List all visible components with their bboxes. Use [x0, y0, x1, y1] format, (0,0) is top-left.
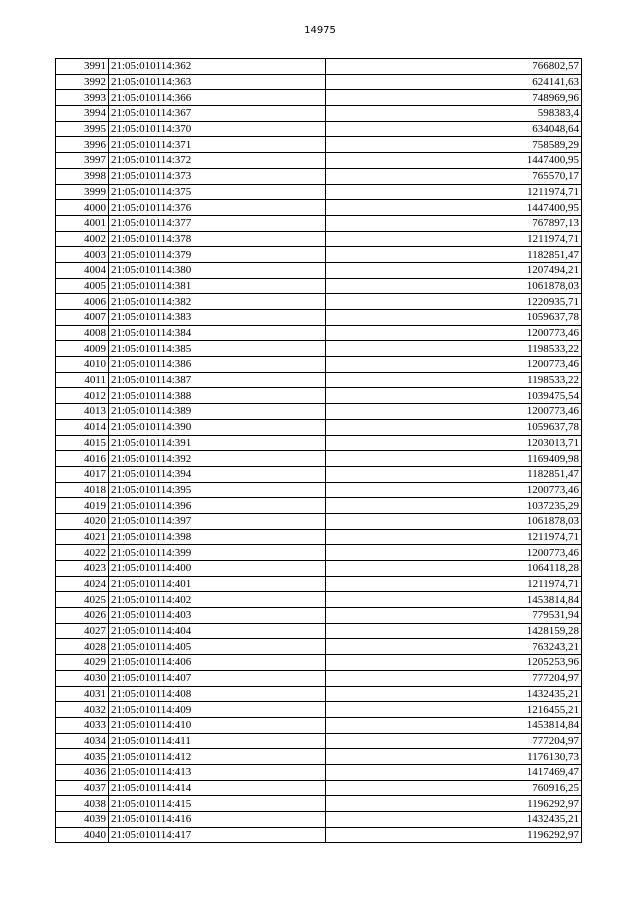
- cadastral-value-cell: 1211974,71: [326, 529, 582, 545]
- table-row: [56, 341, 582, 357]
- cadastral-value-cell: 634048,64: [326, 121, 582, 137]
- table-row: [56, 278, 582, 294]
- cadastral-value-cell: 1182851,47: [326, 466, 582, 482]
- cadastral-number-cell: 21:05:010114:381: [109, 278, 326, 294]
- cadastral-value-cell: 1203013,71: [326, 435, 582, 451]
- table-row: [56, 419, 582, 435]
- table-row: [56, 482, 582, 498]
- row-number-cell: 4020: [56, 513, 109, 529]
- table-row: [56, 670, 582, 686]
- row-number-cell: 4010: [56, 357, 109, 373]
- row-number-cell: 4011: [56, 372, 109, 388]
- cadastral-value-cell: 1200773,46: [326, 357, 582, 373]
- page-number: 14975: [304, 25, 336, 36]
- cadastral-number-cell: 21:05:010114:411: [109, 733, 326, 749]
- cadastral-value-cell: 763243,21: [326, 639, 582, 655]
- cadastral-value-cell: 1182851,47: [326, 247, 582, 263]
- table-row: [56, 827, 582, 843]
- table-row: [56, 153, 582, 169]
- cadastral-value-cell: 1220935,71: [326, 294, 582, 310]
- cadastral-value-cell: 1447400,95: [326, 200, 582, 216]
- row-number-cell: 4001: [56, 215, 109, 231]
- cadastral-number-cell: 21:05:010114:382: [109, 294, 326, 310]
- table-row: [56, 545, 582, 561]
- table-row: [56, 231, 582, 247]
- table-row: [56, 498, 582, 514]
- row-number-cell: 3998: [56, 168, 109, 184]
- cadastral-number-cell: 21:05:010114:371: [109, 137, 326, 153]
- table-row: [56, 655, 582, 671]
- cadastral-value-cell: 1453814,84: [326, 717, 582, 733]
- cadastral-number-cell: 21:05:010114:363: [109, 74, 326, 90]
- cadastral-value-cell: 1200773,46: [326, 545, 582, 561]
- cadastral-value-cell: 765570,17: [326, 168, 582, 184]
- cadastral-value-cell: 1447400,95: [326, 153, 582, 169]
- cadastral-value-cell: 598383,4: [326, 106, 582, 122]
- cadastral-value-cell: 1061878,03: [326, 278, 582, 294]
- row-number-cell: 4007: [56, 310, 109, 326]
- cadastral-number-cell: 21:05:010114:367: [109, 106, 326, 122]
- row-number-cell: 3994: [56, 106, 109, 122]
- row-number-cell: 4032: [56, 702, 109, 718]
- cadastral-value-cell: 1169409,98: [326, 451, 582, 467]
- row-number-cell: 3993: [56, 90, 109, 106]
- row-number-cell: 4000: [56, 200, 109, 216]
- row-number-cell: 4039: [56, 812, 109, 828]
- cadastral-value-cell: 748969,96: [326, 90, 582, 106]
- row-number-cell: 4021: [56, 529, 109, 545]
- table-row: [56, 576, 582, 592]
- table-row: [56, 215, 582, 231]
- cadastral-number-cell: 21:05:010114:406: [109, 655, 326, 671]
- table-row: [56, 90, 582, 106]
- table-row: [56, 717, 582, 733]
- row-number-cell: 4040: [56, 827, 109, 843]
- table-row: [56, 702, 582, 718]
- cadastral-value-table: [55, 58, 582, 843]
- cadastral-number-cell: 21:05:010114:397: [109, 513, 326, 529]
- row-number-cell: 4003: [56, 247, 109, 263]
- cadastral-number-cell: 21:05:010114:414: [109, 780, 326, 796]
- row-number-cell: 4028: [56, 639, 109, 655]
- cadastral-value-cell: 760916,25: [326, 780, 582, 796]
- cadastral-value-cell: 1198533,22: [326, 372, 582, 388]
- cadastral-value-cell: 1061878,03: [326, 513, 582, 529]
- cadastral-number-cell: 21:05:010114:390: [109, 419, 326, 435]
- cadastral-value-cell: 1059637,78: [326, 419, 582, 435]
- row-number-cell: 4027: [56, 623, 109, 639]
- table-row: [56, 310, 582, 326]
- row-number-cell: 4002: [56, 231, 109, 247]
- table-row: [56, 749, 582, 765]
- cadastral-value-cell: 1198533,22: [326, 341, 582, 357]
- row-number-cell: 4022: [56, 545, 109, 561]
- cadastral-number-cell: 21:05:010114:387: [109, 372, 326, 388]
- cadastral-number-cell: 21:05:010114:372: [109, 153, 326, 169]
- cadastral-number-cell: 21:05:010114:399: [109, 545, 326, 561]
- cadastral-value-cell: 767897,13: [326, 215, 582, 231]
- row-number-cell: 3997: [56, 153, 109, 169]
- table-row: [56, 388, 582, 404]
- row-number-cell: 3996: [56, 137, 109, 153]
- row-number-cell: 4034: [56, 733, 109, 749]
- row-number-cell: 4031: [56, 686, 109, 702]
- row-number-cell: 4037: [56, 780, 109, 796]
- table-row: [56, 513, 582, 529]
- table-row: [56, 529, 582, 545]
- cadastral-value-cell: 1211974,71: [326, 184, 582, 200]
- cadastral-value-cell: 777204,97: [326, 733, 582, 749]
- cadastral-number-cell: 21:05:010114:412: [109, 749, 326, 765]
- cadastral-number-cell: 21:05:010114:385: [109, 341, 326, 357]
- table-row: [56, 435, 582, 451]
- row-number-cell: 3995: [56, 121, 109, 137]
- table-row: [56, 639, 582, 655]
- row-number-cell: 4033: [56, 717, 109, 733]
- row-number-cell: 4030: [56, 670, 109, 686]
- table-row: [56, 184, 582, 200]
- table-row: [56, 372, 582, 388]
- table-row: [56, 121, 582, 137]
- cadastral-number-cell: 21:05:010114:394: [109, 466, 326, 482]
- row-number-cell: 3992: [56, 74, 109, 90]
- cadastral-value-cell: 766802,57: [326, 59, 582, 75]
- cadastral-value-cell: 1216455,21: [326, 702, 582, 718]
- cadastral-number-cell: 21:05:010114:392: [109, 451, 326, 467]
- cadastral-number-cell: 21:05:010114:410: [109, 717, 326, 733]
- cadastral-value-cell: 1428159,28: [326, 623, 582, 639]
- cadastral-number-cell: 21:05:010114:389: [109, 404, 326, 420]
- cadastral-value-cell: 1037235,29: [326, 498, 582, 514]
- cadastral-number-cell: 21:05:010114:373: [109, 168, 326, 184]
- cadastral-number-cell: 21:05:010114:398: [109, 529, 326, 545]
- table-row: [56, 796, 582, 812]
- cadastral-number-cell: 21:05:010114:377: [109, 215, 326, 231]
- cadastral-number-cell: 21:05:010114:417: [109, 827, 326, 843]
- cadastral-value-cell: 1064118,28: [326, 561, 582, 577]
- cadastral-number-cell: 21:05:010114:379: [109, 247, 326, 263]
- cadastral-value-cell: 1200773,46: [326, 404, 582, 420]
- cadastral-number-cell: 21:05:010114:403: [109, 608, 326, 624]
- row-number-cell: 4019: [56, 498, 109, 514]
- row-number-cell: 4036: [56, 764, 109, 780]
- cadastral-number-cell: 21:05:010114:407: [109, 670, 326, 686]
- row-number-cell: 4026: [56, 608, 109, 624]
- row-number-cell: 4029: [56, 655, 109, 671]
- row-number-cell: 3999: [56, 184, 109, 200]
- table-row: [56, 686, 582, 702]
- table-row: [56, 200, 582, 216]
- cadastral-number-cell: 21:05:010114:405: [109, 639, 326, 655]
- cadastral-number-cell: 21:05:010114:375: [109, 184, 326, 200]
- cadastral-value-cell: 1176130,73: [326, 749, 582, 765]
- table-row: [56, 294, 582, 310]
- table-row: [56, 466, 582, 482]
- cadastral-value-cell: 1059637,78: [326, 310, 582, 326]
- cadastral-value-cell: 1417469,47: [326, 764, 582, 780]
- cadastral-number-cell: 21:05:010114:366: [109, 90, 326, 106]
- cadastral-number-cell: 21:05:010114:404: [109, 623, 326, 639]
- table-row: [56, 357, 582, 373]
- table-row: [56, 106, 582, 122]
- cadastral-value-cell: 779531,94: [326, 608, 582, 624]
- cadastral-number-cell: 21:05:010114:402: [109, 592, 326, 608]
- cadastral-value-cell: 1039475,54: [326, 388, 582, 404]
- cadastral-number-cell: 21:05:010114:386: [109, 357, 326, 373]
- cadastral-value-cell: 1211974,71: [326, 231, 582, 247]
- cadastral-number-cell: 21:05:010114:415: [109, 796, 326, 812]
- table-row: [56, 780, 582, 796]
- table-row: [56, 561, 582, 577]
- table-row: [56, 404, 582, 420]
- row-number-cell: 4035: [56, 749, 109, 765]
- cadastral-number-cell: 21:05:010114:409: [109, 702, 326, 718]
- cadastral-value-cell: 1432435,21: [326, 812, 582, 828]
- cadastral-number-cell: 21:05:010114:416: [109, 812, 326, 828]
- cadastral-number-cell: 21:05:010114:383: [109, 310, 326, 326]
- cadastral-number-cell: 21:05:010114:408: [109, 686, 326, 702]
- cadastral-number-cell: 21:05:010114:391: [109, 435, 326, 451]
- table-row: [56, 325, 582, 341]
- table-row: [56, 168, 582, 184]
- row-number-cell: 4006: [56, 294, 109, 310]
- row-number-cell: 4015: [56, 435, 109, 451]
- table-row: [56, 59, 582, 75]
- cadastral-number-cell: 21:05:010114:396: [109, 498, 326, 514]
- row-number-cell: 4012: [56, 388, 109, 404]
- row-number-cell: 4005: [56, 278, 109, 294]
- cadastral-value-cell: 1196292,97: [326, 827, 582, 843]
- cadastral-number-cell: 21:05:010114:413: [109, 764, 326, 780]
- table-row: [56, 262, 582, 278]
- table-row: [56, 592, 582, 608]
- table-row: [56, 74, 582, 90]
- table-row: [56, 623, 582, 639]
- table-row: [56, 733, 582, 749]
- row-number-cell: 4013: [56, 404, 109, 420]
- table-row: [56, 764, 582, 780]
- row-number-cell: 4008: [56, 325, 109, 341]
- cadastral-number-cell: 21:05:010114:384: [109, 325, 326, 341]
- table-row: [56, 451, 582, 467]
- row-number-cell: 4018: [56, 482, 109, 498]
- row-number-cell: 4009: [56, 341, 109, 357]
- cadastral-value-cell: 1196292,97: [326, 796, 582, 812]
- row-number-cell: 4038: [56, 796, 109, 812]
- row-number-cell: 4016: [56, 451, 109, 467]
- cadastral-value-cell: 1205253,96: [326, 655, 582, 671]
- table-row: [56, 247, 582, 263]
- cadastral-number-cell: 21:05:010114:388: [109, 388, 326, 404]
- cadastral-value-cell: 758589,29: [326, 137, 582, 153]
- row-number-cell: 4024: [56, 576, 109, 592]
- table-body: [56, 59, 582, 843]
- cadastral-value-cell: 1200773,46: [326, 482, 582, 498]
- cadastral-number-cell: 21:05:010114:370: [109, 121, 326, 137]
- row-number-cell: 4004: [56, 262, 109, 278]
- row-number-cell: 4025: [56, 592, 109, 608]
- table-row: [56, 137, 582, 153]
- row-number-cell: 4014: [56, 419, 109, 435]
- cadastral-value-cell: 1207494,21: [326, 262, 582, 278]
- cadastral-value-cell: 624141,63: [326, 74, 582, 90]
- cadastral-number-cell: 21:05:010114:401: [109, 576, 326, 592]
- cadastral-number-cell: 21:05:010114:395: [109, 482, 326, 498]
- row-number-cell: 3991: [56, 59, 109, 75]
- table-row: [56, 608, 582, 624]
- cadastral-value-cell: 777204,97: [326, 670, 582, 686]
- cadastral-number-cell: 21:05:010114:362: [109, 59, 326, 75]
- row-number-cell: 4023: [56, 561, 109, 577]
- table-row: [56, 812, 582, 828]
- cadastral-value-cell: 1200773,46: [326, 325, 582, 341]
- cadastral-value-cell: 1432435,21: [326, 686, 582, 702]
- cadastral-number-cell: 21:05:010114:400: [109, 561, 326, 577]
- cadastral-value-cell: 1211974,71: [326, 576, 582, 592]
- cadastral-number-cell: 21:05:010114:380: [109, 262, 326, 278]
- cadastral-number-cell: 21:05:010114:378: [109, 231, 326, 247]
- row-number-cell: 4017: [56, 466, 109, 482]
- cadastral-number-cell: 21:05:010114:376: [109, 200, 326, 216]
- cadastral-value-cell: 1453814,84: [326, 592, 582, 608]
